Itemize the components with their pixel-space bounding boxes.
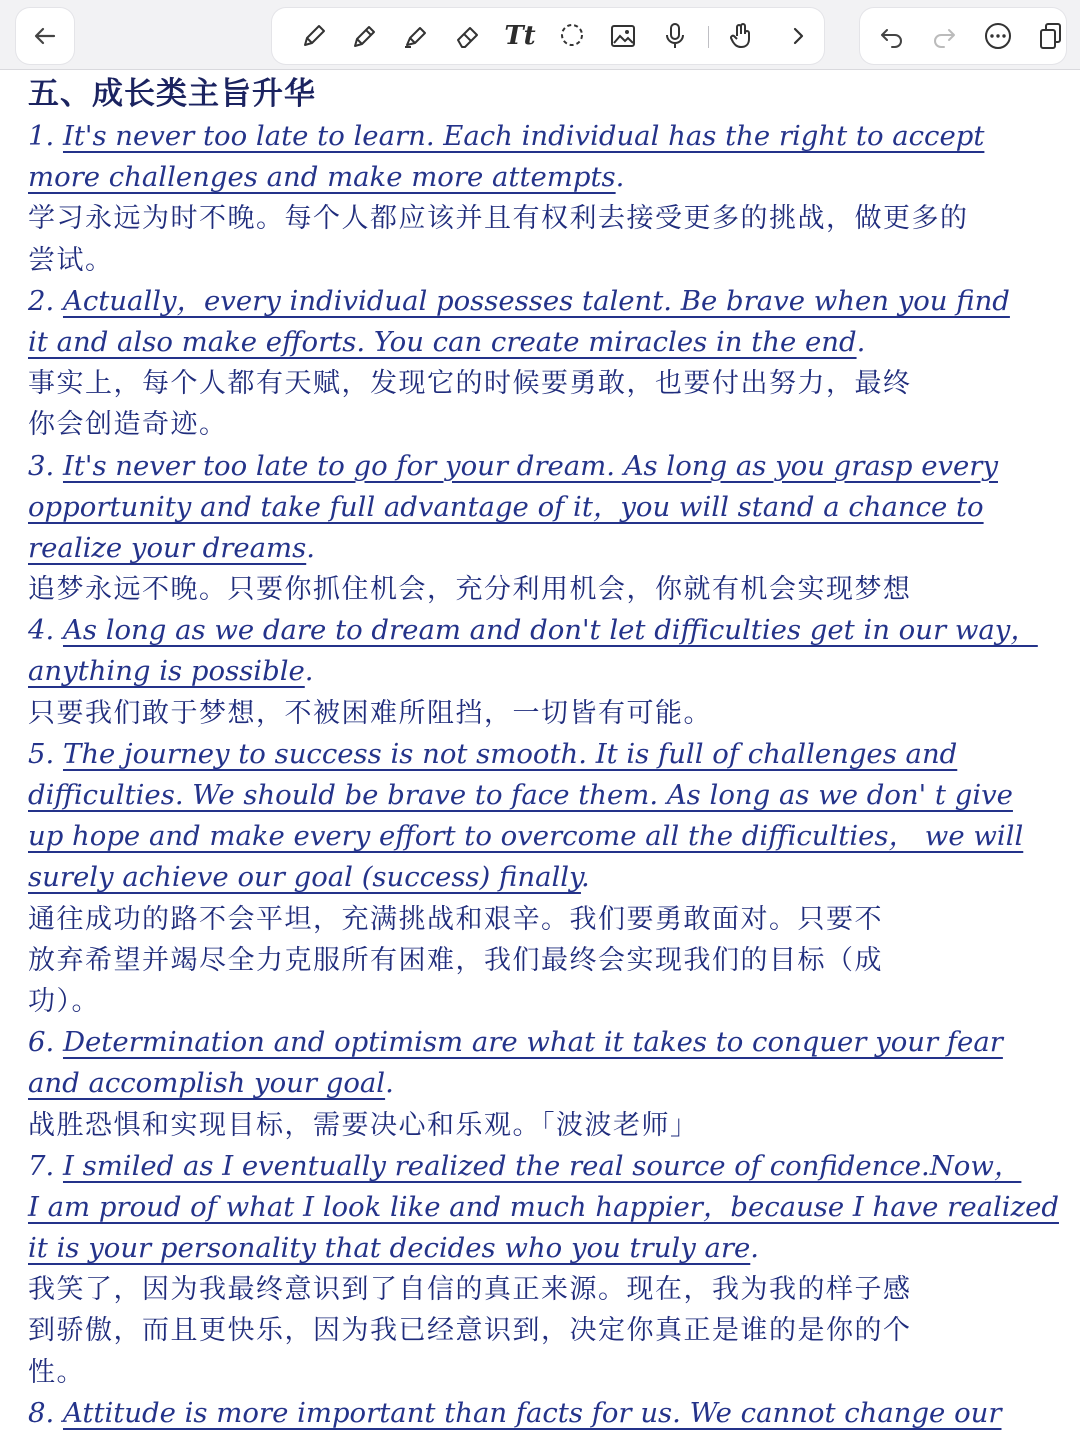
touch-hand-icon[interactable] [722,8,762,64]
item-number: 7. [28,1149,63,1182]
underlined-sentence: opportunity and take full advantage of it，you will stand a chance to [28,490,984,523]
chinese-translation-line: 战胜恐惧和实现目标，需要决心和乐观。「波波老师」 [28,1109,699,1141]
english-sentence-line [28,1022,1068,1063]
english-sentence-line [28,1393,1068,1434]
underlined-sentence: it and also make efforts. You can create miracles in the end [28,325,857,358]
pen-icon[interactable] [294,8,334,64]
underlined-sentence: anything is possible [28,655,305,688]
item-number: 1. [28,120,63,152]
note-lines [28,116,1068,1434]
sentence-end-punctuation: . [856,325,866,358]
back-button-container [16,8,74,64]
english-sentence-line [28,1063,1068,1104]
underlined-sentence: It's never too late to learn. Each individual has the right to accept [62,120,985,152]
english-sentence-line [28,116,1068,157]
pencil-icon[interactable] [345,8,385,64]
chinese-translation-line: 到骄傲，而且更快乐，因为我已经意识到，决定你真正是谁的是你的个 [28,1315,912,1347]
sentence-end-punctuation: . [385,1067,394,1100]
item-number: 2. [28,284,63,317]
english-sentence-line [28,610,1068,651]
handwritten-note-page[interactable] [28,72,1068,1434]
underlined-sentence: more challenges and make more attempts [28,161,616,194]
underlined-sentence: up hope and make every effort to overcome all the difficulties， we will [28,820,1024,853]
english-sentence-line [28,281,1068,322]
sentence-end-punctuation: . [306,531,315,564]
english-sentence-line [28,775,1068,816]
text-icon[interactable]: Tt [504,21,536,51]
pages-icon[interactable] [1030,8,1070,64]
english-sentence-line [28,528,1068,569]
underlined-sentence: Determination and optimism are what it takes to conquer your fear [62,1026,1003,1059]
item-number: 8. [28,1396,63,1429]
note-heading: 五、成长类主旨升华 [28,76,316,112]
underlined-sentence: Actually，every individual possesses talent. Be brave when you find [62,284,1010,317]
chinese-translation-line: 放弃希望并竭尽全力克服所有困难，我们最终会实现我们的目标（成 [28,944,883,976]
sentence-end-punctuation: . [615,161,625,194]
microphone-icon[interactable] [655,8,695,64]
english-sentence-line [28,322,1068,363]
underlined-sentence: It's never too late to go for your dream. As long as you grasp every [62,449,998,482]
underlined-sentence: I am proud of what I look like and much happier，because I have realized [28,1190,1059,1223]
toolbar-divider [708,26,709,48]
chinese-translation-line: 尝试。 [28,244,114,276]
underlined-sentence: The journey to success is not smooth. It is full of challenges and [62,737,958,770]
sentence-end-punctuation: . [750,1232,760,1265]
eraser-icon[interactable] [448,8,488,64]
chinese-translation-line: 事实上，每个人都有天赋，发现它的时候要勇敢，也要付出努力，最终 [28,368,912,400]
chinese-translation-line: 功）。 [28,985,100,1017]
underlined-sentence: difficulties. We should be brave to face them. As long as we don' t give [28,779,1013,811]
english-sentence-line [28,1146,1068,1187]
chinese-translation-line: 只要我们敢于梦想，不被困难所阻挡，一切皆有可能。 [28,697,712,729]
english-sentence-line [28,487,1068,528]
more-icon[interactable] [978,8,1018,64]
image-icon[interactable] [603,8,643,64]
sentence-end-punctuation: . [304,655,314,688]
chinese-translation-line: 通往成功的路不会平坦，充满挑战和艰辛。我们要勇敢面对。只要不 [28,903,883,935]
highlighter-icon[interactable] [396,8,436,64]
lasso-icon[interactable] [552,8,592,64]
underlined-sentence: surely achieve our goal (success) finally [28,861,581,894]
english-sentence-line [28,1228,1068,1269]
underlined-sentence: and accomplish your goal [28,1067,386,1100]
underlined-sentence: I smiled as I eventually realized the real source of confidence.Now， [62,1149,1022,1182]
underlined-sentence: As long as we dare to dream and don't let difficulties get in our way， [62,614,1038,647]
redo-icon[interactable] [924,8,964,64]
drawing-tools [272,8,824,64]
english-sentence-line [28,1187,1068,1228]
english-sentence-line [28,857,1068,898]
chinese-translation-line: 我笑了，因为我最终意识到了自信的真正来源。现在，我为我的样子感 [28,1274,912,1306]
english-sentence-line [28,446,1068,487]
english-sentence-line [28,157,1068,198]
english-sentence-line [28,816,1068,857]
chinese-translation-line: 你会创造奇迹。 [28,409,228,441]
chinese-translation-line: 性。 [28,1356,85,1388]
underlined-sentence: it is your personality that decides who you truly are [28,1232,751,1265]
item-number: 4. [28,614,63,647]
chinese-translation-line: 学习永远为时不晚。每个人都应该并且有权利去接受更多的挑战，做更多的 [28,203,969,235]
item-number: 6. [28,1026,63,1059]
english-sentence-line [28,651,1068,692]
chinese-translation-line: 追梦永远不晚。只要你抓住机会，充分利用机会，你就有机会实现梦想 [28,574,912,606]
item-number: 5. [28,737,63,770]
document-actions [860,8,1066,64]
english-sentence-line [28,734,1068,775]
back-arrow-icon[interactable] [25,8,65,64]
app-toolbar [0,0,1080,70]
undo-icon[interactable] [872,8,912,64]
sentence-end-punctuation: . [580,861,590,894]
underlined-sentence: Attitude is more important than facts for us. We cannot change our [62,1396,1002,1429]
item-number: 3. [28,449,63,482]
underlined-sentence: realize your dreams [28,531,307,564]
chevron-right-icon[interactable] [778,8,818,64]
